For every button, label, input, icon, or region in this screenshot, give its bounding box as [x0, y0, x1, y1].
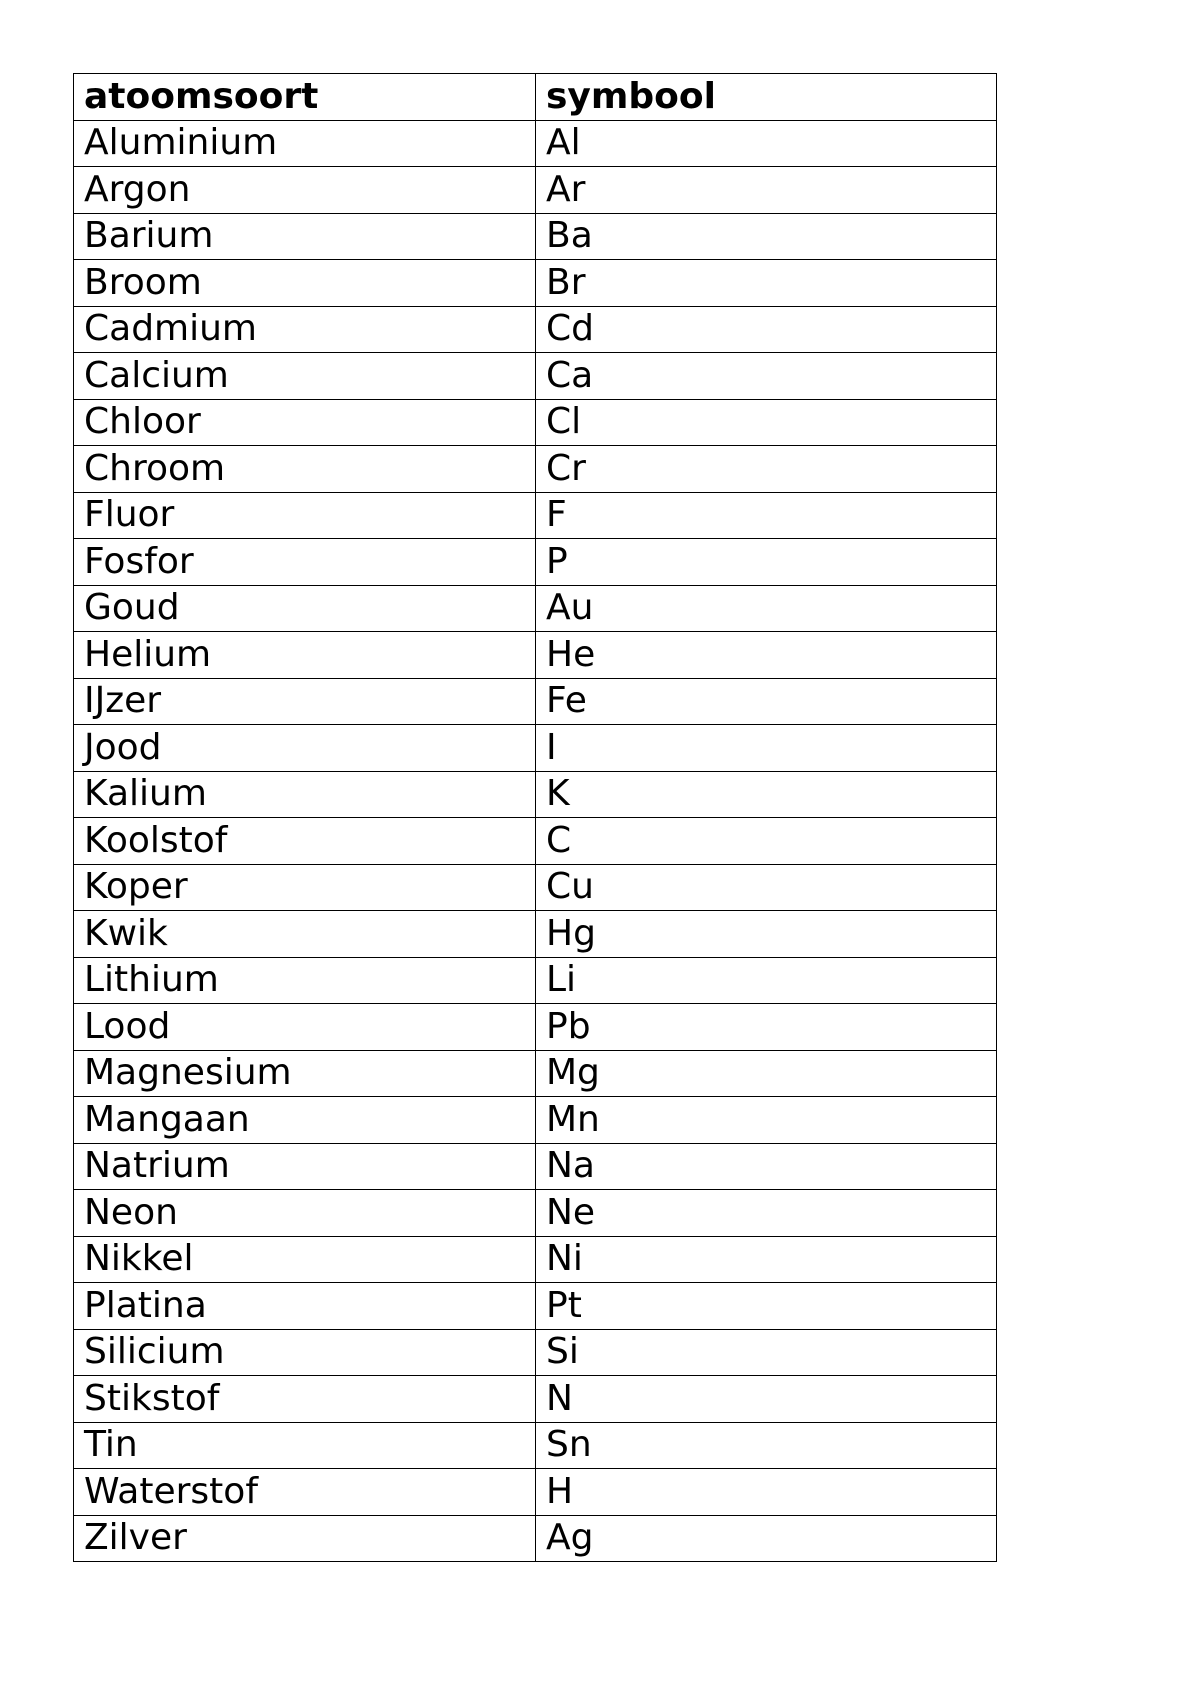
element-symbol-cell: Ni	[536, 1236, 997, 1283]
element-name-cell: Fosfor	[74, 539, 536, 586]
table-row	[74, 1376, 997, 1423]
element-symbol-cell: Fe	[536, 678, 997, 725]
element-name-cell: Argon	[74, 167, 536, 214]
element-symbol-cell: Pt	[536, 1283, 997, 1330]
element-symbol-cell: Cu	[536, 864, 997, 911]
element-name-cell: Magnesium	[74, 1050, 536, 1097]
element-symbol-cell: Pb	[536, 1004, 997, 1051]
table-row	[74, 585, 997, 632]
element-name-cell: Zilver	[74, 1515, 536, 1562]
element-name-cell: Silicium	[74, 1329, 536, 1376]
element-name-cell: Chloor	[74, 399, 536, 446]
element-symbol-cell: C	[536, 818, 997, 865]
element-name-cell: Chroom	[74, 446, 536, 493]
table-row	[74, 864, 997, 911]
table-body	[74, 120, 997, 1562]
table-row	[74, 446, 997, 493]
table-row	[74, 678, 997, 725]
element-symbol-cell: Li	[536, 957, 997, 1004]
header-row	[74, 74, 997, 121]
element-name-cell: Helium	[74, 632, 536, 679]
element-name-cell: Goud	[74, 585, 536, 632]
element-name-cell: Jood	[74, 725, 536, 772]
element-name-cell: Fluor	[74, 492, 536, 539]
element-symbol-cell: Cd	[536, 306, 997, 353]
table-row	[74, 492, 997, 539]
element-name-cell: Nikkel	[74, 1236, 536, 1283]
element-symbol-cell: Mg	[536, 1050, 997, 1097]
element-symbol-cell: P	[536, 539, 997, 586]
element-name-cell: Barium	[74, 213, 536, 260]
element-name-cell: Lithium	[74, 957, 536, 1004]
element-name-cell: Cadmium	[74, 306, 536, 353]
table-row	[74, 539, 997, 586]
element-name-cell: Mangaan	[74, 1097, 536, 1144]
element-name-cell: Platina	[74, 1283, 536, 1330]
element-symbol-cell: Al	[536, 120, 997, 167]
element-name-cell: IJzer	[74, 678, 536, 725]
element-name-cell: Natrium	[74, 1143, 536, 1190]
table-row	[74, 260, 997, 307]
element-name-cell: Aluminium	[74, 120, 536, 167]
table-row	[74, 1283, 997, 1330]
table-row	[74, 1469, 997, 1516]
table-row	[74, 1004, 997, 1051]
element-symbol-cell: Br	[536, 260, 997, 307]
table-row	[74, 120, 997, 167]
table-row	[74, 957, 997, 1004]
element-symbol-cell: Ba	[536, 213, 997, 260]
element-name-cell: Broom	[74, 260, 536, 307]
table-row	[74, 353, 997, 400]
table-row	[74, 1236, 997, 1283]
element-name-cell: Koper	[74, 864, 536, 911]
table-row	[74, 306, 997, 353]
table-row	[74, 1515, 997, 1562]
element-symbol-cell: Ne	[536, 1190, 997, 1237]
table-row	[74, 725, 997, 772]
element-symbol-cell: Sn	[536, 1422, 997, 1469]
table-row	[74, 399, 997, 446]
element-symbol-cell: Mn	[536, 1097, 997, 1144]
element-name-cell: Lood	[74, 1004, 536, 1051]
element-symbol-cell: Ag	[536, 1515, 997, 1562]
element-symbol-cell: Na	[536, 1143, 997, 1190]
table-row	[74, 818, 997, 865]
element-symbol-cell: I	[536, 725, 997, 772]
element-name-cell: Calcium	[74, 353, 536, 400]
element-symbol-cell: F	[536, 492, 997, 539]
element-symbol-cell: H	[536, 1469, 997, 1516]
table-row	[74, 213, 997, 260]
element-name-cell: Waterstof	[74, 1469, 536, 1516]
table-row	[74, 771, 997, 818]
header-atoomsoort: atoomsoort	[74, 74, 536, 121]
table-row	[74, 1097, 997, 1144]
table-row	[74, 1190, 997, 1237]
element-symbol-cell: K	[536, 771, 997, 818]
element-name-cell: Neon	[74, 1190, 536, 1237]
element-symbol-cell: Si	[536, 1329, 997, 1376]
element-name-cell: Kwik	[74, 911, 536, 958]
element-name-cell: Tin	[74, 1422, 536, 1469]
element-name-cell: Kalium	[74, 771, 536, 818]
table-row	[74, 1050, 997, 1097]
element-symbol-cell: Cl	[536, 399, 997, 446]
element-symbol-cell: Au	[536, 585, 997, 632]
table-row	[74, 167, 997, 214]
element-symbol-cell: Ca	[536, 353, 997, 400]
table-row	[74, 911, 997, 958]
element-name-cell: Koolstof	[74, 818, 536, 865]
table-row	[74, 1329, 997, 1376]
element-name-cell: Stikstof	[74, 1376, 536, 1423]
element-symbol-cell: N	[536, 1376, 997, 1423]
table-row	[74, 632, 997, 679]
element-symbol-cell: Hg	[536, 911, 997, 958]
table-row	[74, 1143, 997, 1190]
header-symbool: symbool	[536, 74, 997, 121]
element-symbol-cell: Cr	[536, 446, 997, 493]
element-symbol-table	[73, 73, 997, 1562]
element-symbol-cell: Ar	[536, 167, 997, 214]
element-symbol-cell: He	[536, 632, 997, 679]
table-row	[74, 1422, 997, 1469]
